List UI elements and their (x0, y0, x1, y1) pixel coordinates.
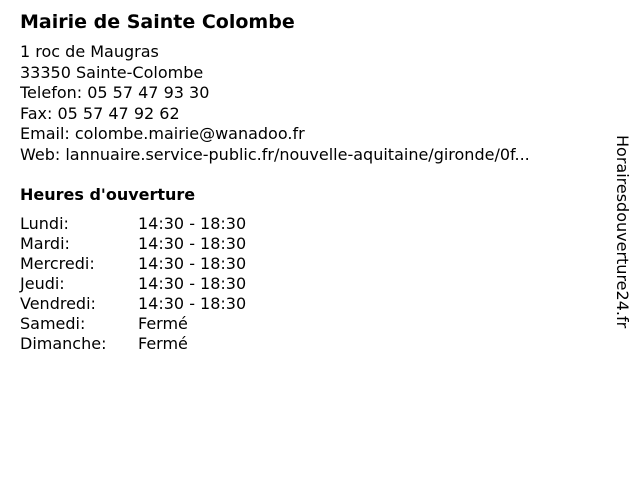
day-hours: 14:30 - 18:30 (138, 294, 247, 313)
website-link: Web: lannuaire.service-public.fr/nouvelle-aquitaine/gironde/0f... (20, 144, 530, 164)
opening-hours-table (20, 214, 246, 354)
day-hours: 14:30 - 18:30 (138, 214, 247, 233)
day-label: Jeudi: (20, 274, 65, 293)
fax-number: Fax: 05 57 47 92 62 (20, 103, 180, 123)
site-watermark: Horairesdouverture24.fr (613, 135, 632, 329)
hours-row (20, 294, 246, 314)
day-hours: 14:30 - 18:30 (138, 274, 247, 293)
street-address: 1 roc de Maugras (20, 42, 159, 61)
page-title: Mairie de Sainte Colombe (20, 11, 295, 33)
address-block (20, 42, 600, 165)
email-address: Email: colombe.mairie@wanadoo.fr (20, 124, 305, 143)
hours-row (20, 334, 246, 354)
day-label: Lundi: (20, 214, 69, 233)
business-card (20, 10, 600, 354)
day-label: Dimanche: (20, 334, 107, 353)
day-hours: 14:30 - 18:30 (138, 234, 247, 253)
day-label: Vendredi: (20, 294, 96, 313)
hours-row (20, 254, 246, 274)
hours-row (20, 314, 246, 334)
day-label: Samedi: (20, 314, 86, 333)
city-postcode: 33350 Sainte-Colombe (20, 62, 204, 82)
day-label: Mercredi: (20, 254, 95, 273)
day-hours: Fermé (138, 314, 188, 333)
day-label: Mardi: (20, 234, 70, 253)
phone-number: Telefon: 05 57 47 93 30 (20, 83, 210, 102)
day-hours: Fermé (138, 334, 188, 353)
hours-row (20, 214, 246, 234)
hours-row (20, 274, 246, 294)
hours-row (20, 234, 246, 254)
day-hours: 14:30 - 18:30 (138, 254, 247, 273)
hours-heading: Heures d'ouverture (20, 185, 196, 204)
